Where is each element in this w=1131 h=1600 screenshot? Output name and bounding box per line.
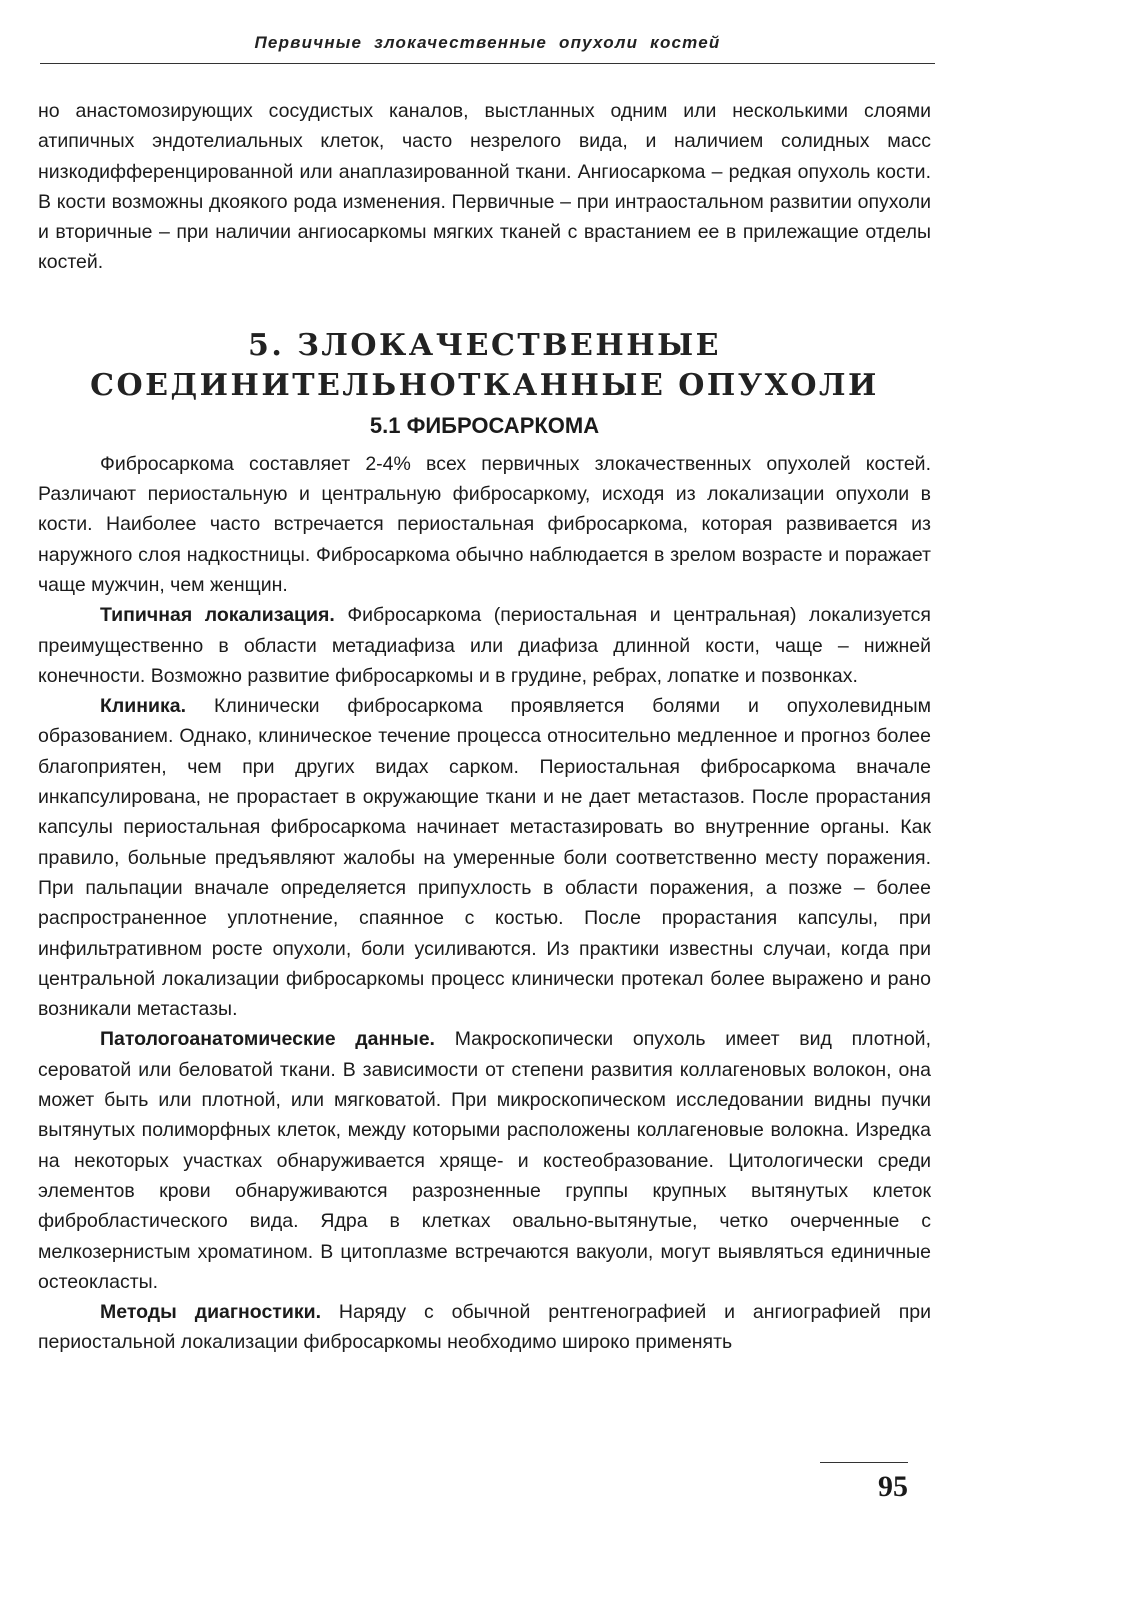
text-pathology: Макроскопически опухоль имеет вид плотной, сероватой или беловатой ткани. В зависимости от степени развития коллагеновых волокон, она может быть или плотной, или мягковатой. При микроскопическом исследовании видны пучки вытянутых полиморфных клеток, между которыми расположены коллагеновые волокна. Изредка на некоторых участках обнаруживается хряще- и костеобразование. Цитологически среди элементов крови обнаруживаются разрозненные группы крупных вытянутых клеток фибробластического вида. Ядра в клетках овально-вытянутые, четко очерченные с мелкозернистым хроматином. В цитоплазме встречаются вакуоли, могут выявляться единичные остеокласты. (38, 1028, 931, 1293)
paragraph-pathology (38, 1024, 931, 1297)
page-content (38, 96, 931, 1358)
footer-rule (820, 1462, 908, 1463)
text-diagnostics: Наряду с обычной рентгенографией и ангиографией при периостальной локализации фибросаркомы необходимо широко применять (38, 1301, 932, 1354)
running-head: Первичные злокачественные опухоли костей (254, 33, 721, 52)
chapter-title-line-1: 5. ЗЛОКАЧЕСТВЕННЫЕ (247, 327, 722, 363)
chapter-title-line-2: СОЕДИНИТЕЛЬНОТКАННЫЕ ОПУХОЛИ (90, 367, 879, 403)
lead-pathology: Патологоанатомические данные. (100, 1028, 435, 1051)
paragraph-intro: Фибросаркома составляет 2-4% всех первичных злокачественных опухолей костей. Различают периостальную и центральную фибросаркому, исходя из локализации опухоли в кости. Наиболее часто встречается периостальная фибросаркома, которая развивается из наружного слоя надкостницы. Фибросаркома обычно наблюдается в зрелом возрасте и поражает чаще мужчин, чем женщин. (38, 452, 931, 596)
chapter-title (38, 326, 931, 406)
section-title: 5.1 ФИБРОСАРКОМА (369, 412, 600, 438)
text-clinic: Клинически фибросаркома проявляется болями и опухолевидным образованием. Однако, клиническое течение процесса относительно медленное и прогноз более благоприятен, чем при других видах сарком. Периостальная фибросаркома вначале инкапсулирована, не прорастает в окружающие ткани и не дает метастазов. После прорастания капсулы периостальная фибросаркома начинает метастазировать во внутренние органы. Как правило, больные предъявляют жалобы на умеренные боли соответственно месту поражения. При пальпации вначале определяется припухлость в области поражения, а позже – более распространенное уплотнение, спаянное с костью. После прорастания капсулы, при инфильтративном росте опухоли, боли усиливаются. Из практики известны случаи, когда при центральной локализации фибросаркомы процесс клинически протекал более выражено и рано возникали метастазы. (38, 695, 931, 1021)
text-localization: Фибросаркома (периостальная и центральная) локализуется преимущественно в области метадиафиза или диафиза длинной кости, чаще – нижней конечности. Возможно развитие фибросаркомы и в грудине, ребрах, лопатке и позвонках. (38, 604, 931, 687)
lead-localization: Типичная локализация. (100, 604, 335, 627)
paragraph-diagnostics (38, 1297, 931, 1358)
header-rule (40, 63, 935, 64)
paragraph-localization (38, 600, 931, 691)
page-number: 95 (878, 1470, 908, 1503)
continuation-paragraph: но анастомозирующих сосудистых каналов, выстланных одним или несколькими слоями атипичных эндотелиальных клеток, часто незрелого вида, и наличием солидных масс низкодифференцированной или анаплазированной ткани. Ангиосаркома – редкая опухоль кости. В кости возможны дкоякого рода изменения. Первичные – при интраостальном развитии опухоли и вторичные – при наличии ангиосаркомы мягких тканей с врастанием ее в прилежащие отделы костей. (38, 100, 931, 274)
lead-clinic: Клиника. (100, 695, 187, 718)
lead-diagnostics: Методы диагностики. (100, 1301, 322, 1324)
paragraph-clinic (38, 691, 931, 1024)
